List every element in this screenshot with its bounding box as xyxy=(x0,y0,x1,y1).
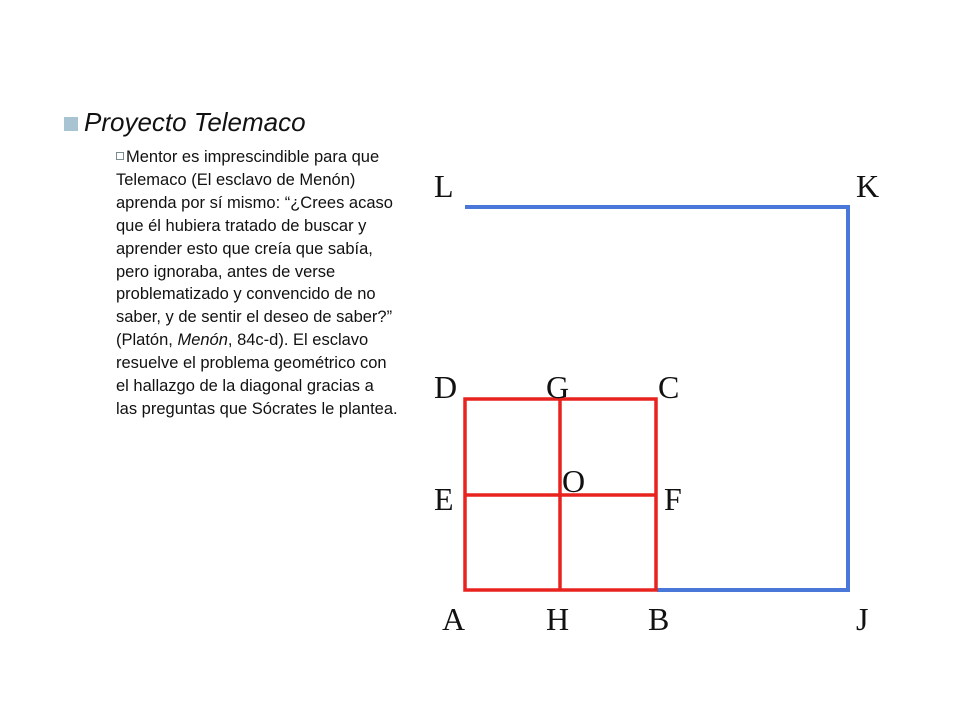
label-K: K xyxy=(856,168,880,204)
slide-title: Proyecto Telemaco xyxy=(84,107,306,137)
body-paragraph xyxy=(116,146,398,421)
paragraph-text-end: , 84c-d). El esclavo resuelve el problema geométrico con el hallazgo de la diagonal gracias a las preguntas que Sócrates le plantea. xyxy=(116,331,398,418)
label-J: J xyxy=(856,601,869,637)
paragraph-text-start: Mentor es imprescindible para que Telemaco (El esclavo de Menón) aprenda por sí mismo: “¿Crees acaso que él hubiera tratado de buscar y aprender esto que creía que sabía, pero ignoraba, antes de verse problematizado y convencido de no saber, y de sentir el deseo de saber?” (Platón, xyxy=(116,148,393,350)
bullet-square-icon xyxy=(64,117,78,131)
paragraph-text-italic: Menón xyxy=(177,331,228,350)
label-G: G xyxy=(546,369,570,405)
label-C: C xyxy=(658,369,680,405)
label-O: O xyxy=(562,463,586,499)
label-L: L xyxy=(434,168,454,204)
geometry-diagram xyxy=(400,150,920,650)
label-B: B xyxy=(648,601,670,637)
label-D: D xyxy=(434,369,458,405)
hollow-square-bullet-icon xyxy=(116,152,124,160)
geometry-svg xyxy=(400,150,920,650)
heading-row xyxy=(64,106,306,138)
label-H: H xyxy=(546,601,570,637)
label-A: A xyxy=(442,601,466,637)
label-E: E xyxy=(434,481,454,517)
label-F: F xyxy=(664,481,682,517)
